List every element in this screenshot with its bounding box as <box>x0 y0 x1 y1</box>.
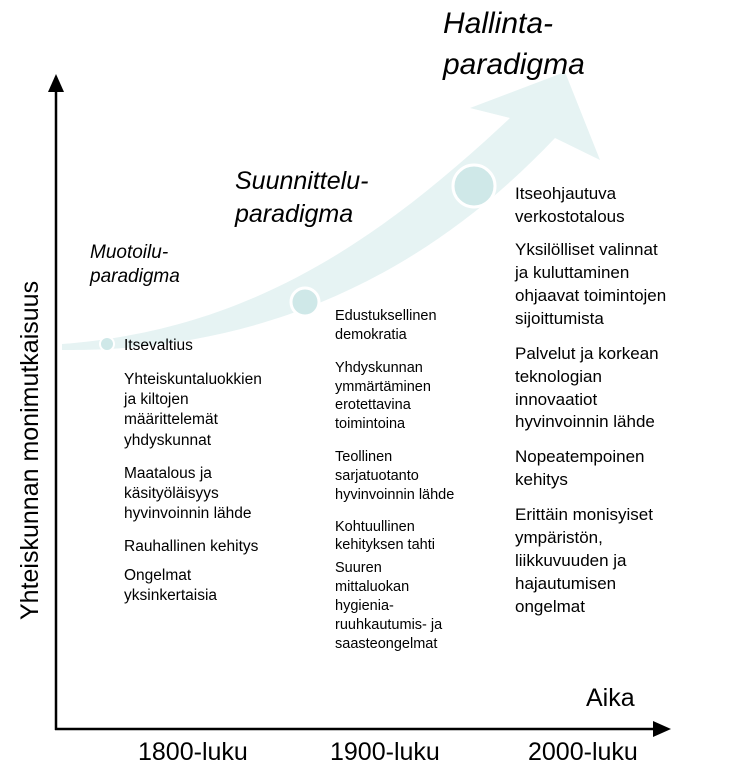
era-label-2000: 2000-luku <box>528 738 638 766</box>
era-label-1800: 1800-luku <box>138 738 248 766</box>
list-item: Yhdyskunnan ymmärtäminen erotettavina toimintoina <box>335 359 431 433</box>
dot-1900 <box>291 288 319 316</box>
list-item: Rauhallinen kehitys <box>124 538 259 556</box>
list-item: Palvelut ja korkean teknologian innovaatiot hyvinvoinnin lähde <box>515 343 659 432</box>
dot-2000 <box>453 165 495 207</box>
column-2000 <box>515 183 666 619</box>
list-item: Nopeatempoinen kehitys <box>515 447 645 490</box>
dot-1800 <box>100 337 114 351</box>
list-item: Teollinen sarjatuotanto hyvinvoinnin lähde <box>335 449 455 503</box>
list-item: Yksilölliset valinnat ja kuluttaminen ohjaavat toimintojen sijoittumista <box>515 239 667 328</box>
paradigm-suunnittelu: Suunnittelu- paradigma <box>235 167 369 228</box>
list-item: Yhteiskuntaluokkien ja kiltojen määrittelemät yhdyskunnat <box>124 371 262 449</box>
list-item: Itseohjautuva verkostotalous <box>515 184 625 226</box>
era-label-1900: 1900-luku <box>330 738 440 766</box>
list-item: Itsevaltius <box>124 337 193 354</box>
paradigm-hallinta: Hallinta- paradigma <box>443 7 585 81</box>
paradigm-muotoilu: Muotoilu- paradigma <box>90 242 180 287</box>
x-axis-arrowhead <box>653 721 671 737</box>
list-item: Ongelmat yksinkertaisia <box>124 567 218 605</box>
list-item: Suuren mittaluokan hygienia- ruuhkautumis- ja saasteongelmat <box>335 560 443 652</box>
x-axis-label: Aika <box>586 684 635 712</box>
list-item: Kohtuullinen kehityksen tahti <box>335 518 435 554</box>
column-1800 <box>124 336 262 607</box>
list-item: Maatalous ja käsityöläisyys hyvinvoinnin lähde <box>124 464 252 522</box>
y-axis-label: Yhteiskunnan monimutkaisuus <box>16 280 44 620</box>
column-1900 <box>335 307 454 654</box>
list-item: Erittäin monisyiset ympäristön, liikkuvuuden ja hajautumisen ongelmat <box>515 505 653 616</box>
y-axis-arrowhead <box>48 74 64 92</box>
list-item: Edustuksellinen demokratia <box>335 308 437 343</box>
